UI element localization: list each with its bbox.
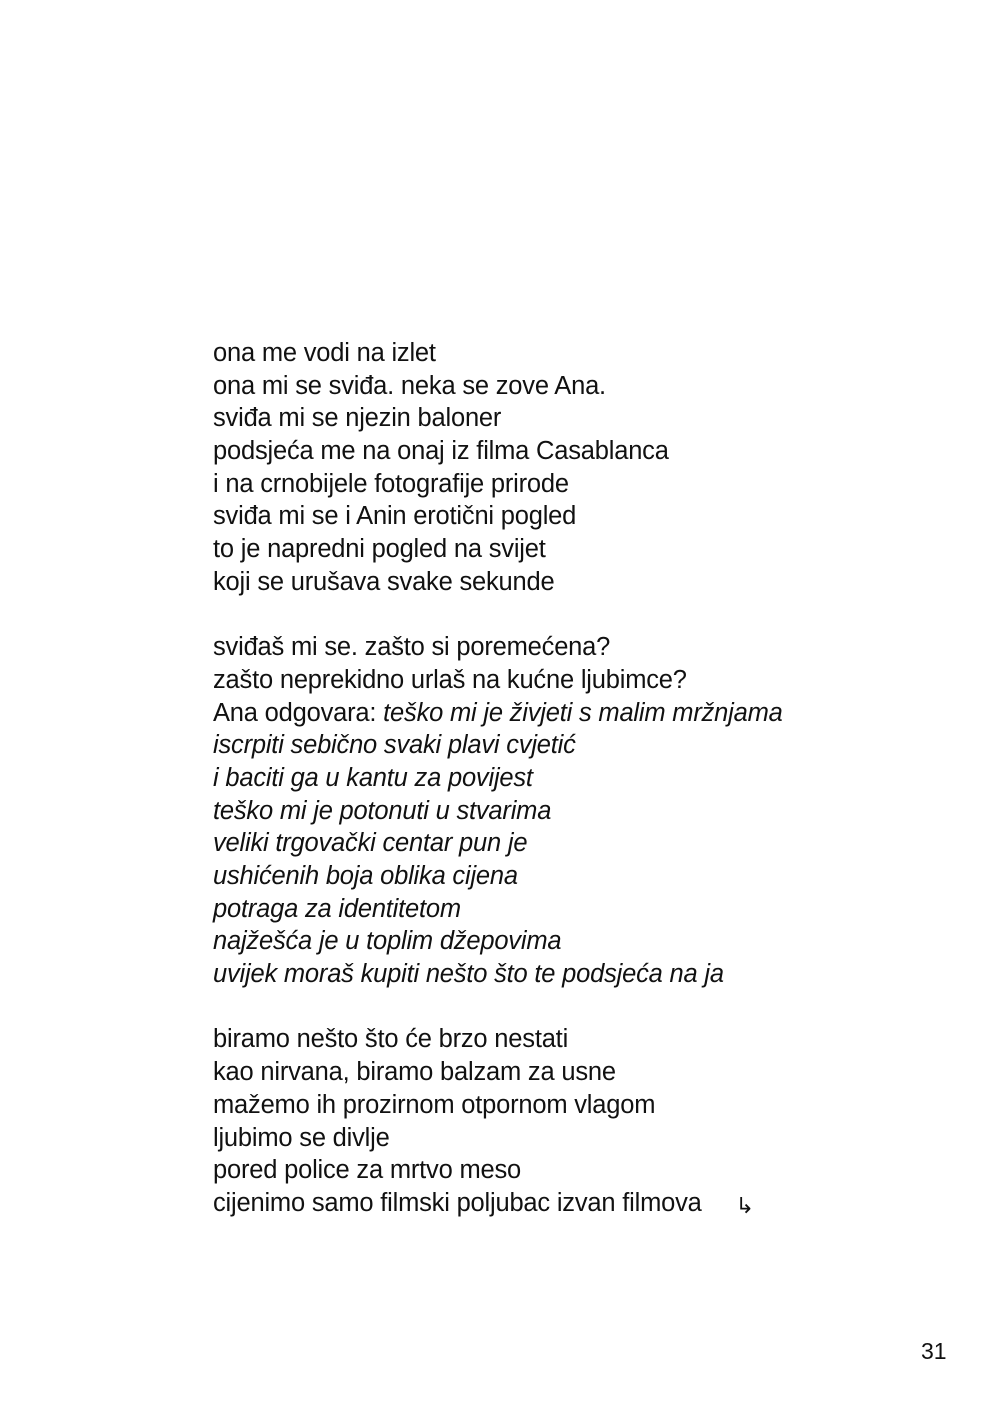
poem-line: sviđa mi se i Anin erotični pogled — [213, 502, 577, 531]
poem-line: koji se urušava svake sekunde — [213, 567, 555, 596]
poem-line-text: cijenimo samo filmski poljubac izvan filmova — [213, 1188, 702, 1217]
poem-line: biramo nešto što će brzo nestati — [213, 1025, 569, 1054]
poem-line-italic: uvijek moraš kupiti nešto što te podsjeća na ja — [213, 960, 724, 989]
poem-line-italic: najžešća je u toplim džepovima — [213, 927, 562, 956]
page-number: 31 — [921, 1338, 947, 1364]
poem-line: to je napredni pogled na svijet — [213, 535, 546, 564]
poem-line-italic: ushićenih boja oblika cijena — [213, 862, 518, 890]
poem-line: sviđaš mi se. zašto si poremećena? — [213, 633, 611, 662]
poem-line: zašto neprekidno urlaš na kućne ljubimce? — [213, 665, 687, 694]
stanza-3 — [213, 1023, 913, 1219]
poem-line-italic: potraga za identitetom — [213, 894, 461, 923]
poem-line — [213, 697, 913, 730]
poem — [213, 337, 913, 1220]
poem-line: kao nirvana, biramo balzam za usne — [213, 1058, 616, 1087]
poem-line-italic: veliki trgovački centar pun je — [213, 829, 528, 858]
poem-line — [213, 1187, 913, 1220]
poem-line: i na crnobijele fotografije prirode — [213, 469, 569, 498]
stanza-2 — [213, 631, 913, 991]
poem-line: pored police za mrtvo meso — [213, 1156, 522, 1185]
speech-text: teško mi je živjeti s malim mržnjama — [383, 698, 783, 727]
poem-line: mažemo ih prozirnom otpornom vlagom — [213, 1090, 656, 1119]
poem-line: ona me vodi na izlet — [213, 339, 436, 367]
end-of-poem-icon: ↳ — [735, 1192, 754, 1218]
poem-line: podsjeća me na onaj iz filma Casablanca — [213, 437, 669, 466]
speaker-intro: Ana odgovara: — [213, 698, 384, 727]
stanza-break — [213, 599, 913, 632]
stanza-1 — [213, 337, 913, 599]
poem-line: ljubimo se divlje — [213, 1123, 390, 1152]
stanza-break — [213, 991, 913, 1024]
poem-line-italic: iscrpiti sebično svaki plavi cvjetić — [213, 731, 576, 760]
poem-line: ona mi se sviđa. neka se zove Ana. — [213, 371, 606, 400]
poem-line-italic: i baciti ga u kantu za povijest — [213, 763, 533, 792]
poem-line: sviđa mi se njezin baloner — [213, 404, 502, 433]
poem-line-italic: teško mi je potonuti u stvarima — [213, 796, 552, 825]
